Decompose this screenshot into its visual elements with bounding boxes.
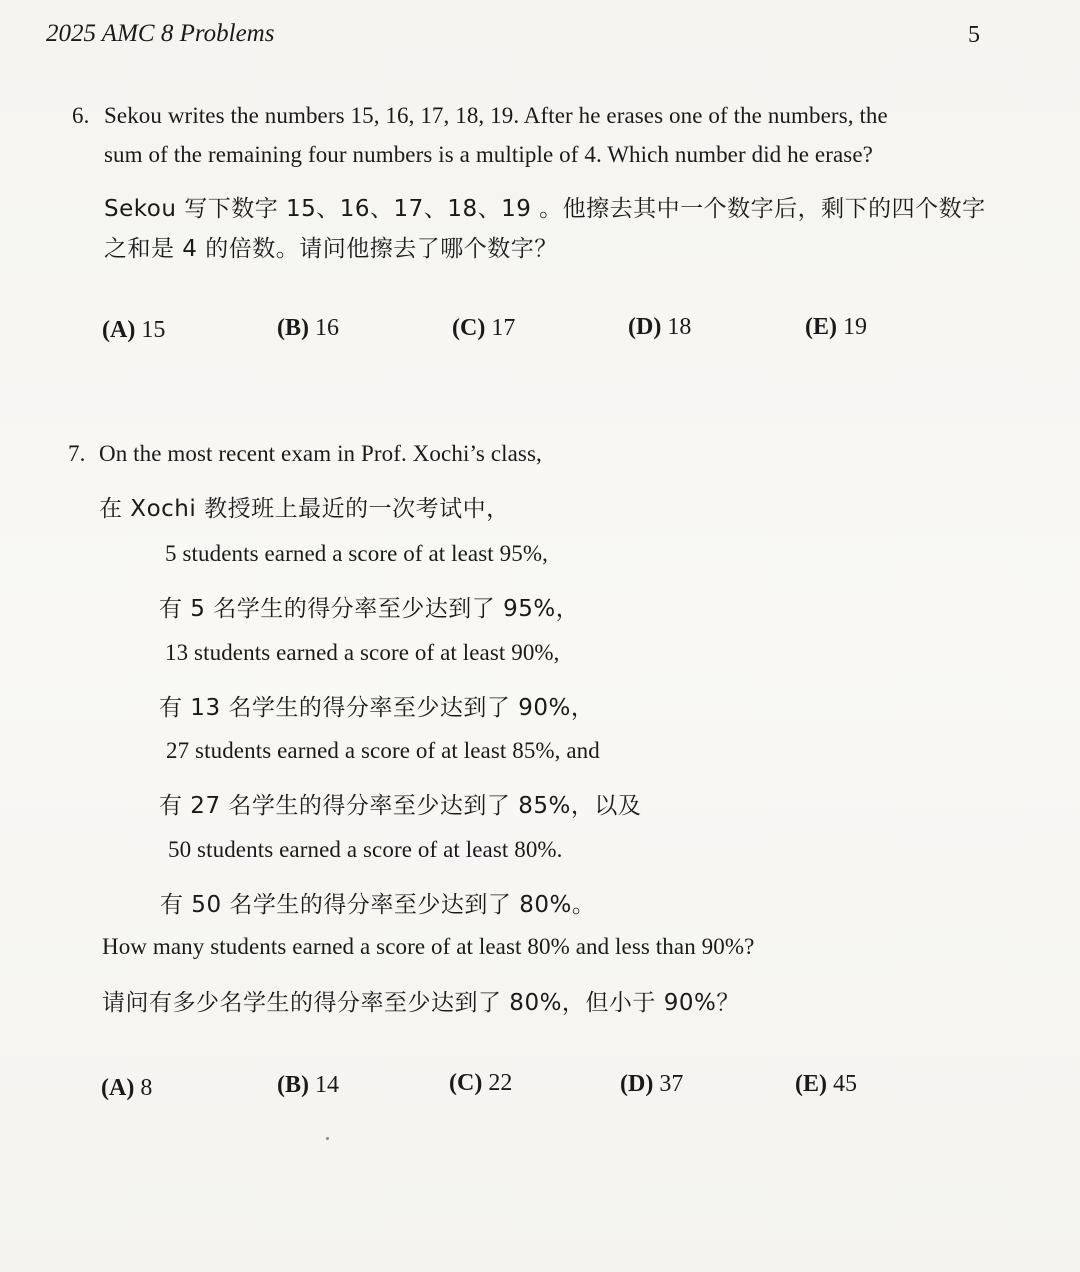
problem-7-item-2-en: 13 students earned a score of at least 90%,: [165, 640, 560, 665]
choice-value: 17: [491, 315, 516, 341]
choice-value: 16: [315, 315, 339, 341]
choice-letter: (E): [795, 1071, 827, 1097]
problem-7-choice-d: [620, 1071, 683, 1098]
problem-7-en-intro: On the most recent exam in Prof. Xochi’s class,: [99, 441, 542, 466]
problem-6-choice-d: [628, 314, 691, 341]
problem-6-zh-line-2: 之和是 4 的倍数。请问他擦去了哪个数字？: [104, 236, 558, 262]
problem-6-en-line-2: sum of the remaining four numbers is a multiple of 4. Which number did he erase?: [104, 142, 873, 167]
problem-7-number: 7.: [68, 441, 86, 466]
problem-7-item-4-zh: 有 50 名学生的得分率至少达到了 80%。: [160, 892, 596, 918]
problem-6-number: 6.: [72, 103, 90, 128]
problem-6-zh-line-1: Sekou 写下数字 15、16、17、18、19 。他擦去其中一个数字后，剩下的四个数字: [104, 196, 986, 222]
problem-6-choice-a: [102, 317, 165, 344]
choice-value: 45: [833, 1071, 857, 1097]
choice-value: 37: [659, 1071, 684, 1097]
problem-7-item-4-en: 50 students earned a score of at least 80%.: [168, 837, 563, 862]
problem-7-item-3-zh: 有 27 名学生的得分率至少达到了 85%，以及: [159, 793, 642, 819]
scan-speck: [326, 1137, 329, 1140]
problem-7-zh-intro: 在 Xochi 教授班上最近的一次考试中，: [99, 496, 510, 522]
header-title: 2025 AMC 8 Problems: [46, 20, 275, 47]
problem-7-choice-c: [449, 1070, 512, 1097]
choice-letter: (B): [277, 315, 309, 341]
problem-6-choice-b: [277, 315, 339, 342]
choice-value: 15: [141, 317, 166, 343]
problem-7-item-1-zh: 有 5 名学生的得分率至少达到了 95%，: [159, 596, 580, 622]
problem-7-item-3-en: 27 students earned a score of at least 85%, and: [166, 738, 600, 763]
choice-letter: (B): [277, 1072, 309, 1098]
problem-6-choice-c: [452, 315, 515, 342]
choice-letter: (C): [449, 1070, 483, 1096]
choice-letter: (C): [452, 315, 486, 341]
problem-7-choice-a: [101, 1075, 152, 1102]
choice-value: 18: [667, 314, 692, 340]
choice-letter: (A): [101, 1075, 135, 1101]
problem-7-item-2-zh: 有 13 名学生的得分率至少达到了 90%，: [159, 695, 595, 721]
problem-7-choice-e: [795, 1071, 857, 1098]
choice-letter: (E): [805, 314, 837, 340]
choice-value: 19: [843, 314, 867, 340]
problem-7-item-1-en: 5 students earned a score of at least 95%,: [165, 541, 548, 566]
page-number: 5: [968, 22, 980, 48]
problem-6-choice-e: [805, 314, 867, 341]
choice-letter: (D): [628, 314, 662, 340]
problem-7-en-question: How many students earned a score of at least 80% and less than 90%?: [102, 934, 755, 959]
choice-value: 14: [315, 1072, 339, 1098]
problem-6-en-line-1: Sekou writes the numbers 15, 16, 17, 18, 19. After he erases one of the numbers, the: [104, 103, 888, 128]
choice-value: 8: [140, 1075, 153, 1101]
choice-letter: (A): [102, 317, 136, 343]
problem-7-choice-b: [277, 1072, 339, 1099]
choice-letter: (D): [620, 1071, 654, 1097]
problem-7-zh-question: 请问有多少名学生的得分率至少达到了 80%，但小于 90%？: [102, 990, 740, 1016]
choice-value: 22: [488, 1070, 513, 1096]
